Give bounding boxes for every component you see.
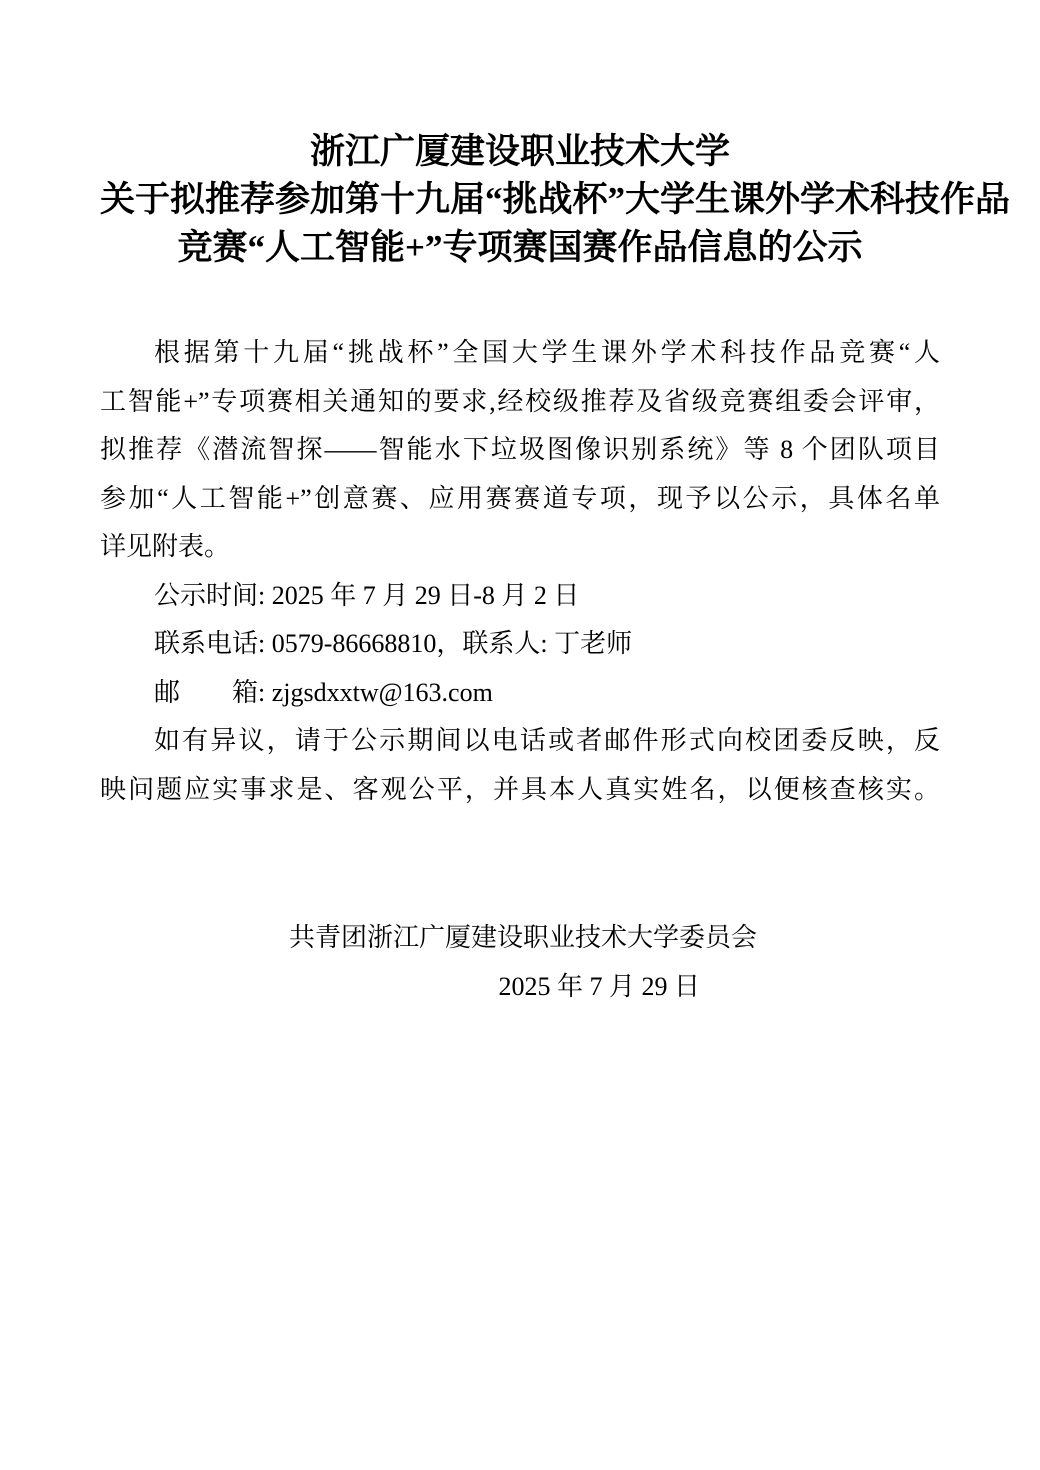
signature-organization: 共青团浙江广厦建设职业技术大学委员会	[288, 923, 757, 952]
contact-email: 邮 箱: zjgsdxxtw@163.com	[154, 677, 493, 707]
paragraph-1	[100, 329, 940, 572]
publicity-period: 公示时间: 2025 年 7 月 29 日-8 月 2 日	[154, 580, 580, 610]
signature-date: 2025 年 7 月 29 日	[498, 971, 700, 1001]
title-line-2: 关于拟推荐参加第十九届“挑战杯”大学生课外学术科技作品	[100, 180, 1011, 219]
paragraph-1-line-4: 参加“人工智能+”创意赛、应用赛赛道专项，现予以公示，具体名单	[100, 483, 940, 513]
paragraph-1-line-1: 根据第十九届“挑战杯”全国大学生课外学术科技作品竞赛“人	[154, 338, 940, 367]
document-body	[100, 329, 940, 814]
signature-block	[100, 914, 940, 1011]
title-line-3: 竞赛“人工智能+”专项赛国赛作品信息的公示	[177, 228, 863, 267]
paragraph-2-line-1: 如有异议，请于公示期间以电话或者邮件形式向校团委反映，反	[154, 726, 940, 755]
title-line-1: 浙江广厦建设职业技术大学	[309, 132, 730, 171]
paragraph-1-line-2: 工智能+”专项赛相关通知的要求,经校级推荐及省级竞赛组委会评审，	[100, 386, 940, 416]
paragraph-1-line-3: 拟推荐《潜流智探——智能水下垃圾图像识别系统》等 8 个团队项目	[100, 435, 940, 464]
paragraph-2-line-2: 映问题应实事求是、客观公平，并具本人真实姓名，以便核查核实。	[100, 774, 940, 804]
paragraph-1-line-5: 详见附表。	[100, 532, 231, 561]
document-title	[100, 128, 1011, 272]
contact-phone: 联系电话: 0579-86668810，联系人: 丁老师	[154, 629, 633, 658]
paragraph-2	[100, 717, 940, 814]
contact-info	[100, 572, 940, 718]
document-content	[0, 128, 1040, 1011]
